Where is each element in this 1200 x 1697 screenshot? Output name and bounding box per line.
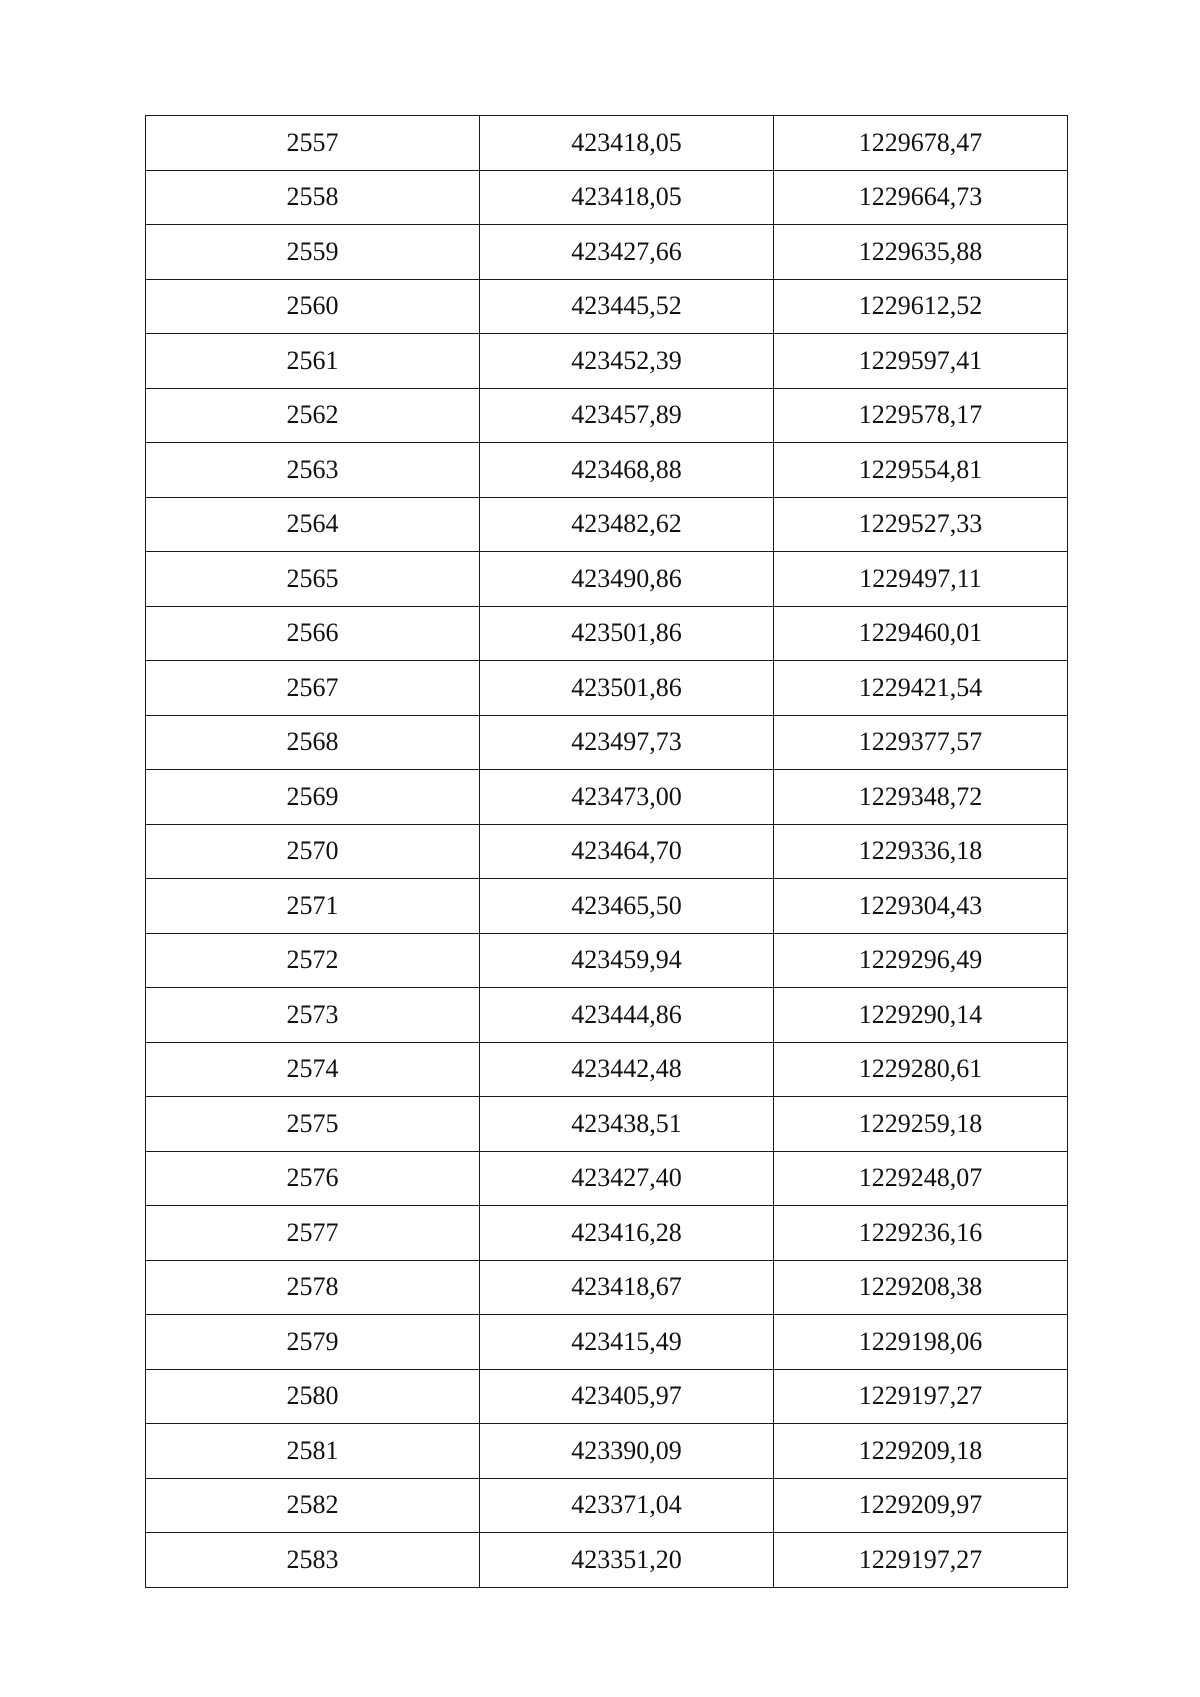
x-coordinate-cell: 423465,50 [480, 879, 774, 934]
point-number-cell: 2567 [146, 661, 480, 716]
point-number-cell: 2566 [146, 606, 480, 661]
y-coordinate-cell: 1229209,18 [774, 1424, 1068, 1479]
y-coordinate-cell: 1229377,57 [774, 715, 1068, 770]
table-row [146, 1533, 1068, 1588]
x-coordinate-cell: 423482,62 [480, 497, 774, 552]
x-coordinate-cell: 423415,49 [480, 1315, 774, 1370]
point-number-cell: 2573 [146, 988, 480, 1043]
coordinates-table [145, 115, 1068, 1588]
table-row [146, 388, 1068, 443]
y-coordinate-cell: 1229421,54 [774, 661, 1068, 716]
table-row [146, 770, 1068, 825]
point-number-cell: 2558 [146, 170, 480, 225]
y-coordinate-cell: 1229248,07 [774, 1151, 1068, 1206]
point-number-cell: 2574 [146, 1042, 480, 1097]
table-row [146, 1206, 1068, 1261]
x-coordinate-cell: 423444,86 [480, 988, 774, 1043]
y-coordinate-cell: 1229304,43 [774, 879, 1068, 934]
point-number-cell: 2561 [146, 334, 480, 389]
point-number-cell: 2571 [146, 879, 480, 934]
table-row [146, 715, 1068, 770]
y-coordinate-cell: 1229236,16 [774, 1206, 1068, 1261]
x-coordinate-cell: 423468,88 [480, 443, 774, 498]
x-coordinate-cell: 423427,66 [480, 225, 774, 280]
y-coordinate-cell: 1229527,33 [774, 497, 1068, 552]
x-coordinate-cell: 423351,20 [480, 1533, 774, 1588]
x-coordinate-cell: 423371,04 [480, 1478, 774, 1533]
x-coordinate-cell: 423473,00 [480, 770, 774, 825]
y-coordinate-cell: 1229290,14 [774, 988, 1068, 1043]
x-coordinate-cell: 423501,86 [480, 606, 774, 661]
table-row [146, 1315, 1068, 1370]
y-coordinate-cell: 1229280,61 [774, 1042, 1068, 1097]
table-row [146, 497, 1068, 552]
x-coordinate-cell: 423416,28 [480, 1206, 774, 1261]
table-row [146, 879, 1068, 934]
table-row [146, 443, 1068, 498]
table-row [146, 279, 1068, 334]
table-row [146, 1042, 1068, 1097]
table-row [146, 1151, 1068, 1206]
y-coordinate-cell: 1229554,81 [774, 443, 1068, 498]
point-number-cell: 2565 [146, 552, 480, 607]
x-coordinate-cell: 423442,48 [480, 1042, 774, 1097]
point-number-cell: 2568 [146, 715, 480, 770]
point-number-cell: 2570 [146, 824, 480, 879]
x-coordinate-cell: 423501,86 [480, 661, 774, 716]
table-row [146, 334, 1068, 389]
point-number-cell: 2560 [146, 279, 480, 334]
y-coordinate-cell: 1229678,47 [774, 116, 1068, 171]
y-coordinate-cell: 1229348,72 [774, 770, 1068, 825]
y-coordinate-cell: 1229336,18 [774, 824, 1068, 879]
y-coordinate-cell: 1229497,11 [774, 552, 1068, 607]
point-number-cell: 2575 [146, 1097, 480, 1152]
x-coordinate-cell: 423390,09 [480, 1424, 774, 1479]
y-coordinate-cell: 1229197,27 [774, 1533, 1068, 1588]
y-coordinate-cell: 1229612,52 [774, 279, 1068, 334]
point-number-cell: 2564 [146, 497, 480, 552]
table-row [146, 116, 1068, 171]
point-number-cell: 2559 [146, 225, 480, 280]
table-row [146, 1369, 1068, 1424]
point-number-cell: 2580 [146, 1369, 480, 1424]
x-coordinate-cell: 423457,89 [480, 388, 774, 443]
x-coordinate-cell: 423438,51 [480, 1097, 774, 1152]
table-row [146, 552, 1068, 607]
y-coordinate-cell: 1229198,06 [774, 1315, 1068, 1370]
point-number-cell: 2576 [146, 1151, 480, 1206]
table-row [146, 1097, 1068, 1152]
y-coordinate-cell: 1229208,38 [774, 1260, 1068, 1315]
x-coordinate-cell: 423418,05 [480, 170, 774, 225]
point-number-cell: 2578 [146, 1260, 480, 1315]
y-coordinate-cell: 1229197,27 [774, 1369, 1068, 1424]
y-coordinate-cell: 1229635,88 [774, 225, 1068, 280]
x-coordinate-cell: 423445,52 [480, 279, 774, 334]
y-coordinate-cell: 1229578,17 [774, 388, 1068, 443]
point-number-cell: 2572 [146, 933, 480, 988]
point-number-cell: 2583 [146, 1533, 480, 1588]
y-coordinate-cell: 1229664,73 [774, 170, 1068, 225]
y-coordinate-cell: 1229209,97 [774, 1478, 1068, 1533]
table-row [146, 661, 1068, 716]
table-row [146, 988, 1068, 1043]
point-number-cell: 2562 [146, 388, 480, 443]
table-row [146, 1424, 1068, 1479]
x-coordinate-cell: 423459,94 [480, 933, 774, 988]
table-row [146, 1478, 1068, 1533]
table-row [146, 170, 1068, 225]
table-row [146, 225, 1068, 280]
y-coordinate-cell: 1229597,41 [774, 334, 1068, 389]
point-number-cell: 2563 [146, 443, 480, 498]
x-coordinate-cell: 423418,05 [480, 116, 774, 171]
x-coordinate-cell: 423427,40 [480, 1151, 774, 1206]
table-row [146, 1260, 1068, 1315]
y-coordinate-cell: 1229296,49 [774, 933, 1068, 988]
y-coordinate-cell: 1229259,18 [774, 1097, 1068, 1152]
x-coordinate-cell: 423490,86 [480, 552, 774, 607]
point-number-cell: 2579 [146, 1315, 480, 1370]
point-number-cell: 2582 [146, 1478, 480, 1533]
x-coordinate-cell: 423452,39 [480, 334, 774, 389]
x-coordinate-cell: 423497,73 [480, 715, 774, 770]
point-number-cell: 2557 [146, 116, 480, 171]
table-row [146, 824, 1068, 879]
y-coordinate-cell: 1229460,01 [774, 606, 1068, 661]
x-coordinate-cell: 423418,67 [480, 1260, 774, 1315]
coordinates-table-body [146, 116, 1068, 1588]
table-row [146, 933, 1068, 988]
table-row [146, 606, 1068, 661]
point-number-cell: 2577 [146, 1206, 480, 1261]
point-number-cell: 2581 [146, 1424, 480, 1479]
point-number-cell: 2569 [146, 770, 480, 825]
x-coordinate-cell: 423464,70 [480, 824, 774, 879]
x-coordinate-cell: 423405,97 [480, 1369, 774, 1424]
